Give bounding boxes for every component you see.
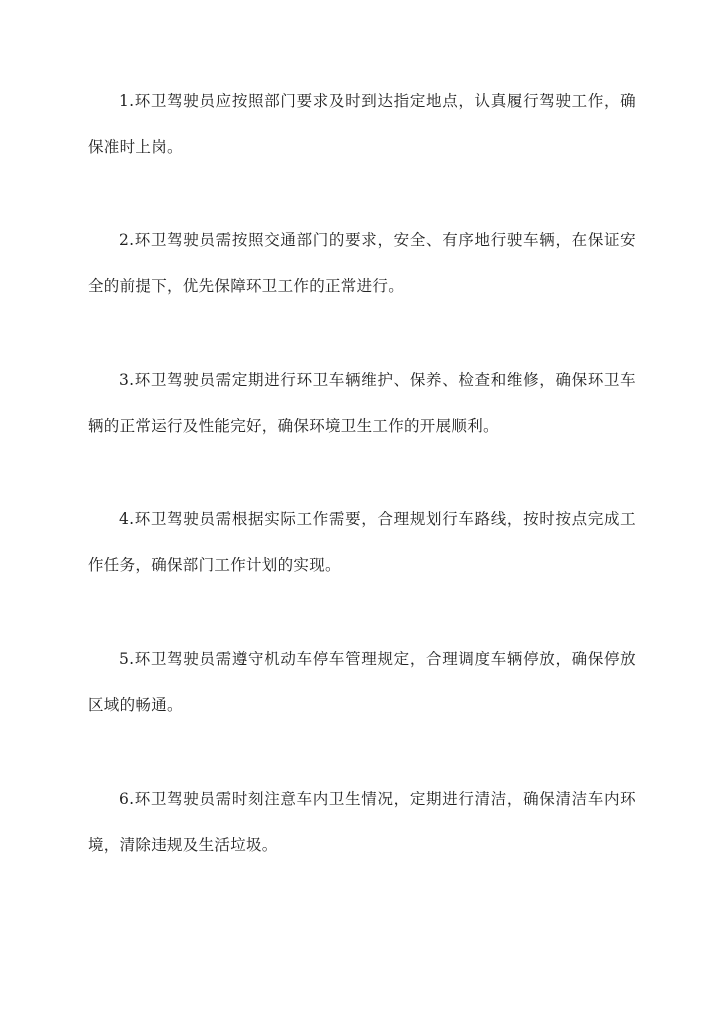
paragraph-1: 1.环卫驾驶员应按照部门要求及时到达指定地点，认真履行驾驶工作，确保准时上岗。 bbox=[88, 92, 636, 156]
paragraph-6: 6.环卫驾驶员需时刻注意车内卫生情况，定期进行清洁，确保清洁车内环境，清除违规及生活垃圾。 bbox=[88, 790, 636, 854]
paragraph-5: 5.环卫驾驶员需遵守机动车停车管理规定，合理调度车辆停放，确保停放区域的畅通。 bbox=[88, 650, 636, 714]
paragraph-3: 3.环卫驾驶员需定期进行环卫车辆维护、保养、检查和维修，确保环卫车辆的正常运行及性能完好，确保环境卫生工作的开展顺利。 bbox=[88, 371, 636, 435]
paragraph-2: 2.环卫驾驶员需按照交通部门的要求，安全、有序地行驶车辆，在保证安全的前提下，优先保障环卫工作的正常进行。 bbox=[88, 231, 636, 295]
paragraph-4: 4.环卫驾驶员需根据实际工作需要，合理规划行车路线，按时按点完成工作任务，确保部门工作计划的实现。 bbox=[88, 510, 636, 574]
